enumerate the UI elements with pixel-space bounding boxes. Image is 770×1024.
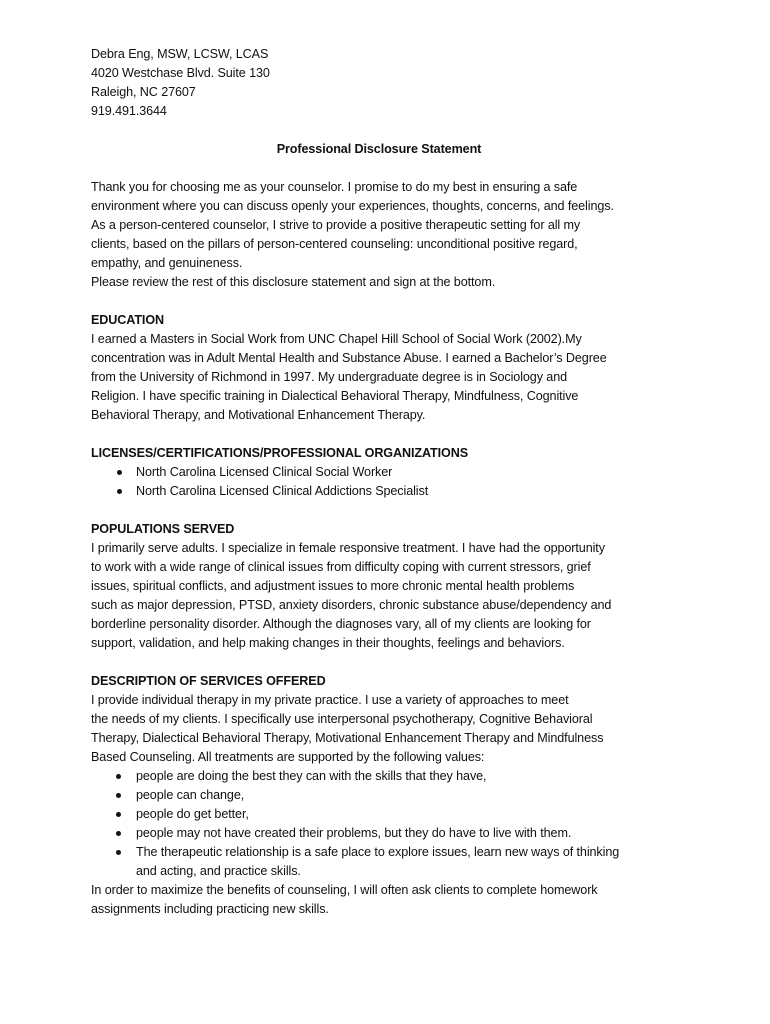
education-line: Behavioral Therapy, and Motivational Enhancement Therapy.: [91, 408, 426, 422]
value-item-line-2: and acting, and practice skills.: [136, 864, 301, 878]
services-line: I provide individual therapy in my private practice. I use a variety of approaches to meet: [91, 693, 569, 707]
address-line-1: 4020 Westchase Blvd. Suite 130: [91, 66, 270, 80]
services-section: [91, 672, 691, 919]
document-page: [91, 45, 691, 919]
services-line: Therapy, Dialectical Behavioral Therapy, Motivational Enhancement Therapy and Mindfulness: [91, 731, 604, 745]
populations-line: such as major depression, PTSD, anxiety disorders, chronic substance abuse/dependency and: [91, 598, 612, 612]
phone-number: 919.491.3644: [91, 104, 167, 118]
services-line: the needs of my clients. I specifically use interpersonal psychotherapy, Cognitive Behavioral: [91, 712, 593, 726]
populations-line: I primarily serve adults. I specialize in female responsive treatment. I have had the opportunity: [91, 541, 605, 555]
services-line: Based Counseling. All treatments are supported by the following values:: [91, 750, 485, 764]
populations-line: issues, spiritual conflicts, and adjustment issues to more chronic mental health problems: [91, 579, 575, 593]
services-heading: DESCRIPTION OF SERVICES OFFERED: [91, 674, 326, 688]
education-line: concentration was in Adult Mental Health and Substance Abuse. I earned a Bachelor’s Degree: [91, 351, 607, 365]
education-line: Religion. I have specific training in Dialectical Behavioral Therapy, Mindfulness, Cognitive: [91, 389, 579, 403]
licenses-list: [91, 463, 691, 501]
intro-line: clients, based on the pillars of person-centered counseling: unconditional positive regard,: [91, 237, 578, 251]
intro-line: environment where you can discuss openly your experiences, thoughts, concerns, and feelings.: [91, 199, 614, 213]
education-line: I earned a Masters in Social Work from UNC Chapel Hill School of Social Work (2002).My: [91, 332, 582, 346]
education-heading: EDUCATION: [91, 313, 165, 327]
counselor-name: Debra Eng, MSW, LCSW, LCAS: [91, 47, 269, 61]
value-item-line-1: The therapeutic relationship is a safe place to explore issues, learn new ways of thinking: [136, 845, 620, 859]
licenses-section: [91, 444, 691, 501]
services-closing-line: In order to maximize the benefits of counseling, I will often ask clients to complete homework: [91, 883, 598, 897]
services-closing-line: assignments including practicing new skills.: [91, 902, 329, 916]
populations-line: support, validation, and help making changes in their thoughts, feelings and behaviors.: [91, 636, 565, 650]
education-section: [91, 311, 691, 425]
intro-line: empathy, and genuineness.: [91, 256, 243, 270]
document-title: Professional Disclosure Statement: [276, 142, 482, 156]
intro-line: Thank you for choosing me as your counselor. I promise to do my best in ensuring a safe: [91, 180, 578, 194]
value-item: people do get better,: [91, 805, 691, 824]
license-item: North Carolina Licensed Clinical Social Worker: [91, 463, 691, 482]
values-list: [91, 767, 691, 881]
education-line: from the University of Richmond in 1997. My undergraduate degree is in Sociology and: [91, 370, 568, 384]
value-item: people can change,: [91, 786, 691, 805]
populations-line: borderline personality disorder. Although the diagnoses vary, all of my clients are looking for: [91, 617, 591, 631]
license-item: North Carolina Licensed Clinical Addictions Specialist: [91, 482, 691, 501]
contact-block: [91, 45, 691, 121]
value-item: people may not have created their problems, but they do have to live with them.: [91, 824, 691, 843]
intro-paragraph: [91, 178, 691, 292]
address-line-2: Raleigh, NC 27607: [91, 85, 196, 99]
value-item: [91, 843, 691, 881]
populations-section: [91, 520, 691, 653]
populations-heading: POPULATIONS SERVED: [91, 522, 235, 536]
licenses-heading: LICENSES/CERTIFICATIONS/PROFESSIONAL ORGANIZATIONS: [91, 446, 469, 460]
value-item: people are doing the best they can with the skills that they have,: [91, 767, 691, 786]
intro-line: Please review the rest of this disclosure statement and sign at the bottom.: [91, 275, 496, 289]
populations-line: to work with a wide range of clinical issues from difficulty coping with current stressors, grief: [91, 560, 591, 574]
intro-line: As a person-centered counselor, I strive to provide a positive therapeutic setting for all my: [91, 218, 581, 232]
